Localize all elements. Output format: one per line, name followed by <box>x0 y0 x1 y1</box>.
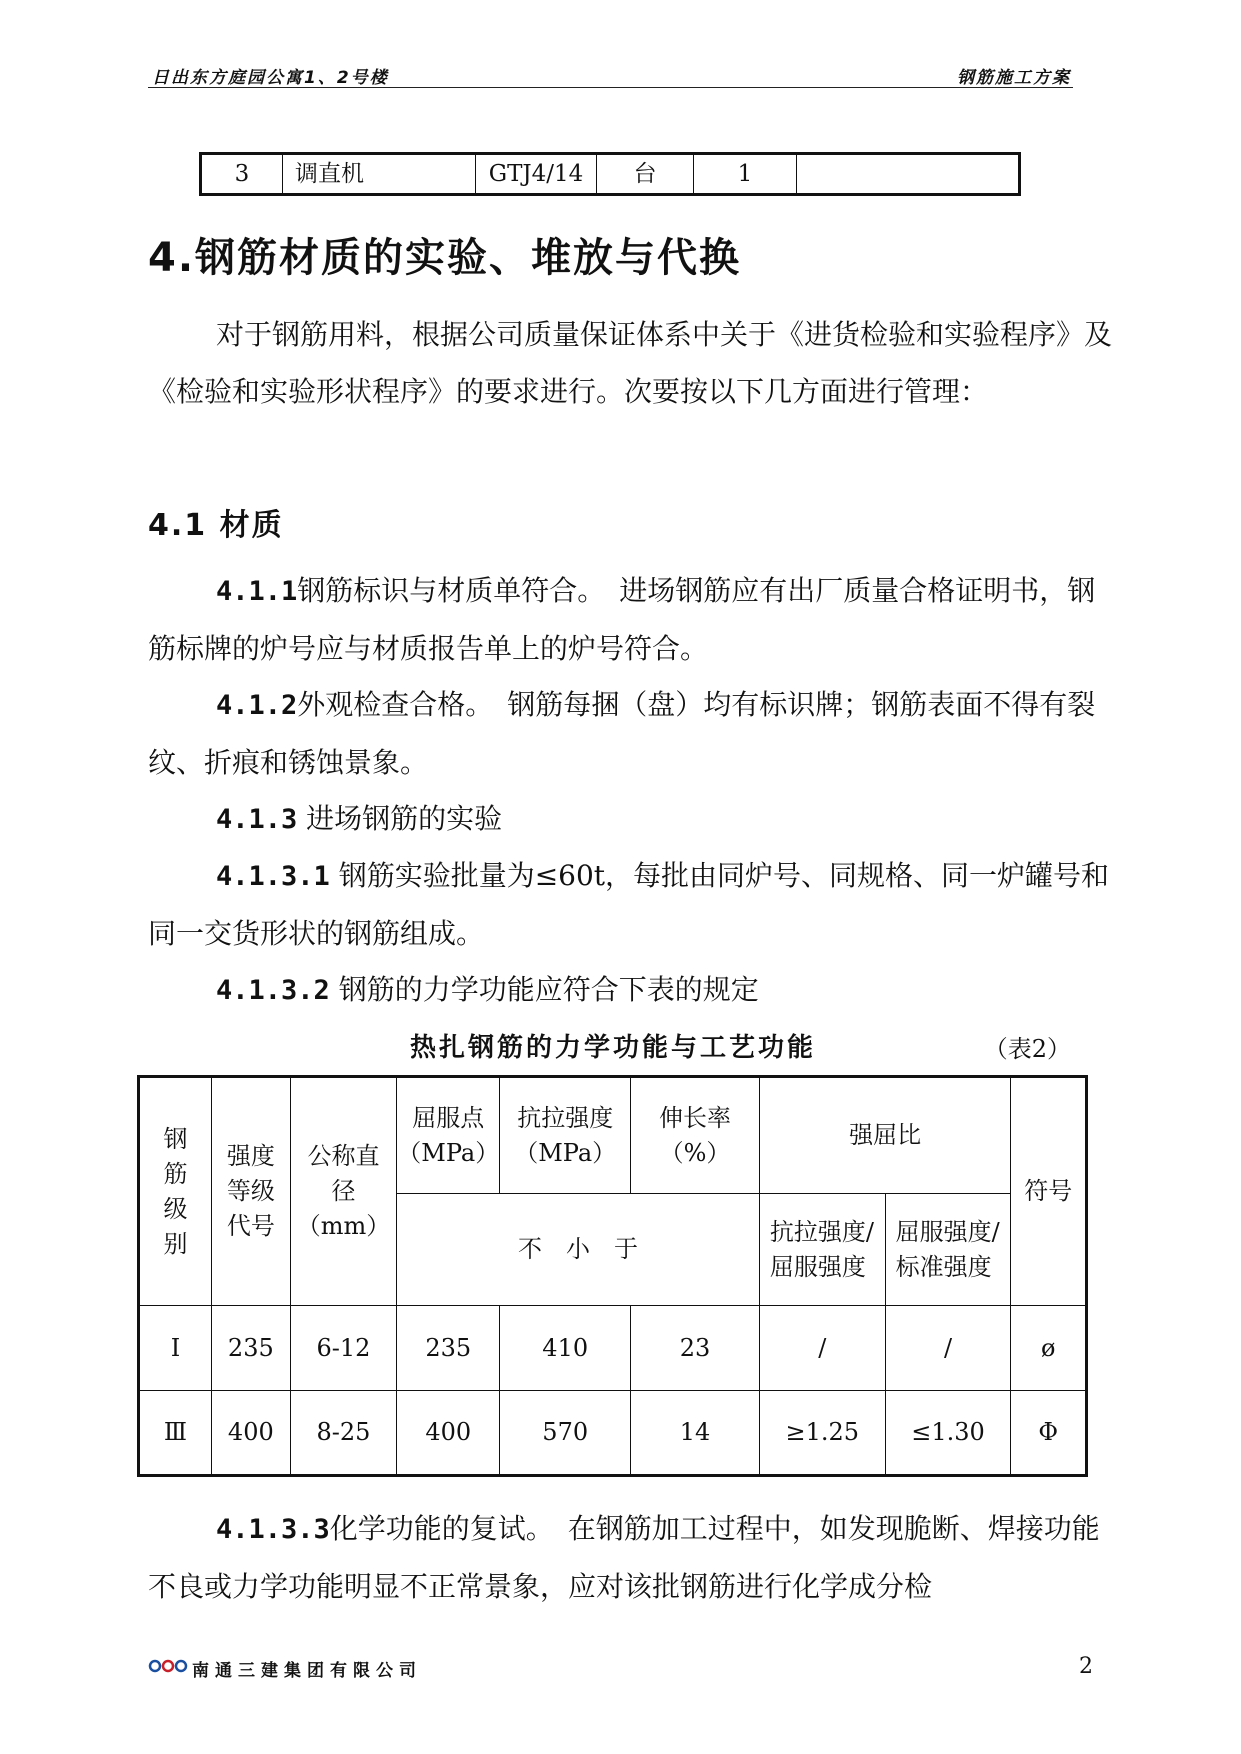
company-logo-icon <box>148 1656 188 1676</box>
equipment-model: GTJ4/14 <box>476 154 597 195</box>
col-header-diameter: 公称直径（mm） <box>290 1077 397 1306</box>
item-4-1-2 <box>148 676 1114 791</box>
item-4-1-3-3 <box>148 1500 1114 1615</box>
col-header-elongation: 伸长率（%） <box>631 1077 760 1194</box>
item-text: 外观检查合格。 钢筋每捆（盘）均有标识牌；钢筋表面不得有裂纹、折痕和锈蚀景象。 <box>148 688 1096 779</box>
item-4-1-1 <box>148 562 1114 677</box>
table-caption: 热扎钢筋的力学功能与工艺功能 <box>409 1033 816 1063</box>
header-project-name: 日出东方庭园公寓1、2号楼 <box>152 68 389 88</box>
item-number: 4.1.3.1 <box>216 861 330 892</box>
equipment-name: 调直机 <box>283 154 476 195</box>
header-rule <box>148 87 1073 88</box>
item-number: 4.1.3 <box>216 804 298 835</box>
item-number: 4.1.2 <box>216 690 298 721</box>
cell-elongation: 14 <box>631 1391 760 1476</box>
equipment-table <box>199 152 1021 196</box>
item-text: 钢筋的力学功能应符合下表的规定 <box>329 973 759 1006</box>
cell-diameter: 8-25 <box>290 1391 397 1476</box>
item-text: 化学功能的复试。 在钢筋加工过程中，如发现脆断、焊接功能不良或力学功能明显不正常景象，应对该批钢筋进行化学成分检 <box>148 1512 1100 1603</box>
cell-symbol: ø <box>1011 1306 1087 1391</box>
cell-ratio-yield-standard: ≤1.30 <box>885 1391 1011 1476</box>
item-text: 钢筋标识与材质单符合。 进场钢筋应有出厂质量合格证明书，钢筋标牌的炉号应与材质报告单上的炉号符合。 <box>148 574 1096 665</box>
cell-elongation: 23 <box>631 1306 760 1391</box>
section-title: 4.钢筋材质的实验、堆放与代换 <box>148 235 742 281</box>
col-header-strength-code: 强度等级代号 <box>211 1077 290 1306</box>
col-header-grade: 钢筋级别 <box>139 1077 212 1306</box>
col-header-not-less-than: 不 小 于 <box>397 1194 760 1306</box>
item-text: 钢筋实验批量为≤60t，每批由同炉号、同规格、同一炉罐号和同一交货形状的钢筋组成。 <box>148 859 1110 950</box>
cell-yield: 400 <box>397 1391 500 1476</box>
cell-ratio-yield-standard: / <box>885 1306 1011 1391</box>
cell-tensile: 570 <box>500 1391 631 1476</box>
table-row <box>139 1306 1087 1391</box>
mechanical-properties-table <box>137 1075 1088 1477</box>
item-4-1-3-2 <box>148 961 1114 1019</box>
header-document-title: 钢筋施工方案 <box>957 68 1071 88</box>
equipment-note <box>797 154 1020 195</box>
item-text: 进场钢筋的实验 <box>297 802 503 835</box>
footer-company-name: 南通三建集团有限公司 <box>192 1661 422 1681</box>
item-4-1-3 <box>148 790 1114 848</box>
equipment-unit: 台 <box>597 154 694 195</box>
col-header-symbol: 符号 <box>1011 1077 1087 1306</box>
table-row <box>201 154 1020 195</box>
table-reference: （表2） <box>983 1035 1071 1063</box>
cell-symbol: Φ <box>1011 1391 1087 1476</box>
col-header-ratio-yield-standard: 屈服强度/标准强度 <box>885 1194 1011 1306</box>
table-header-row <box>139 1077 1087 1194</box>
item-4-1-3-1 <box>148 847 1114 962</box>
cell-ratio-tensile-yield: ≥1.25 <box>759 1391 885 1476</box>
cell-grade: Ⅰ <box>139 1306 212 1391</box>
equipment-no: 3 <box>201 154 283 195</box>
col-header-yield: 屈服点（MPa） <box>397 1077 500 1194</box>
cell-strength-code: 235 <box>211 1306 290 1391</box>
table-row <box>139 1391 1087 1476</box>
item-number: 4.1.3.2 <box>216 975 330 1006</box>
cell-yield: 235 <box>397 1306 500 1391</box>
col-header-ratio: 强屈比 <box>759 1077 1011 1194</box>
cell-tensile: 410 <box>500 1306 631 1391</box>
col-header-tensile: 抗拉强度（MPa） <box>500 1077 631 1194</box>
cell-ratio-tensile-yield: / <box>759 1306 885 1391</box>
cell-strength-code: 400 <box>211 1391 290 1476</box>
col-header-ratio-tensile-yield: 抗拉强度/屈服强度 <box>759 1194 885 1306</box>
item-number: 4.1.1 <box>216 576 298 607</box>
cell-diameter: 6-12 <box>290 1306 397 1391</box>
intro-paragraph: 对于钢筋用料，根据公司质量保证体系中关于《进货检验和实验程序》及《检验和实验形状程序》的要求进行。次要按以下几方面进行管理： <box>148 318 1113 408</box>
page-number: 2 <box>1079 1654 1093 1679</box>
item-number: 4.1.3.3 <box>216 1514 330 1545</box>
subsection-title: 4.1 材质 <box>148 508 284 543</box>
cell-grade: Ⅲ <box>139 1391 212 1476</box>
equipment-qty: 1 <box>694 154 797 195</box>
